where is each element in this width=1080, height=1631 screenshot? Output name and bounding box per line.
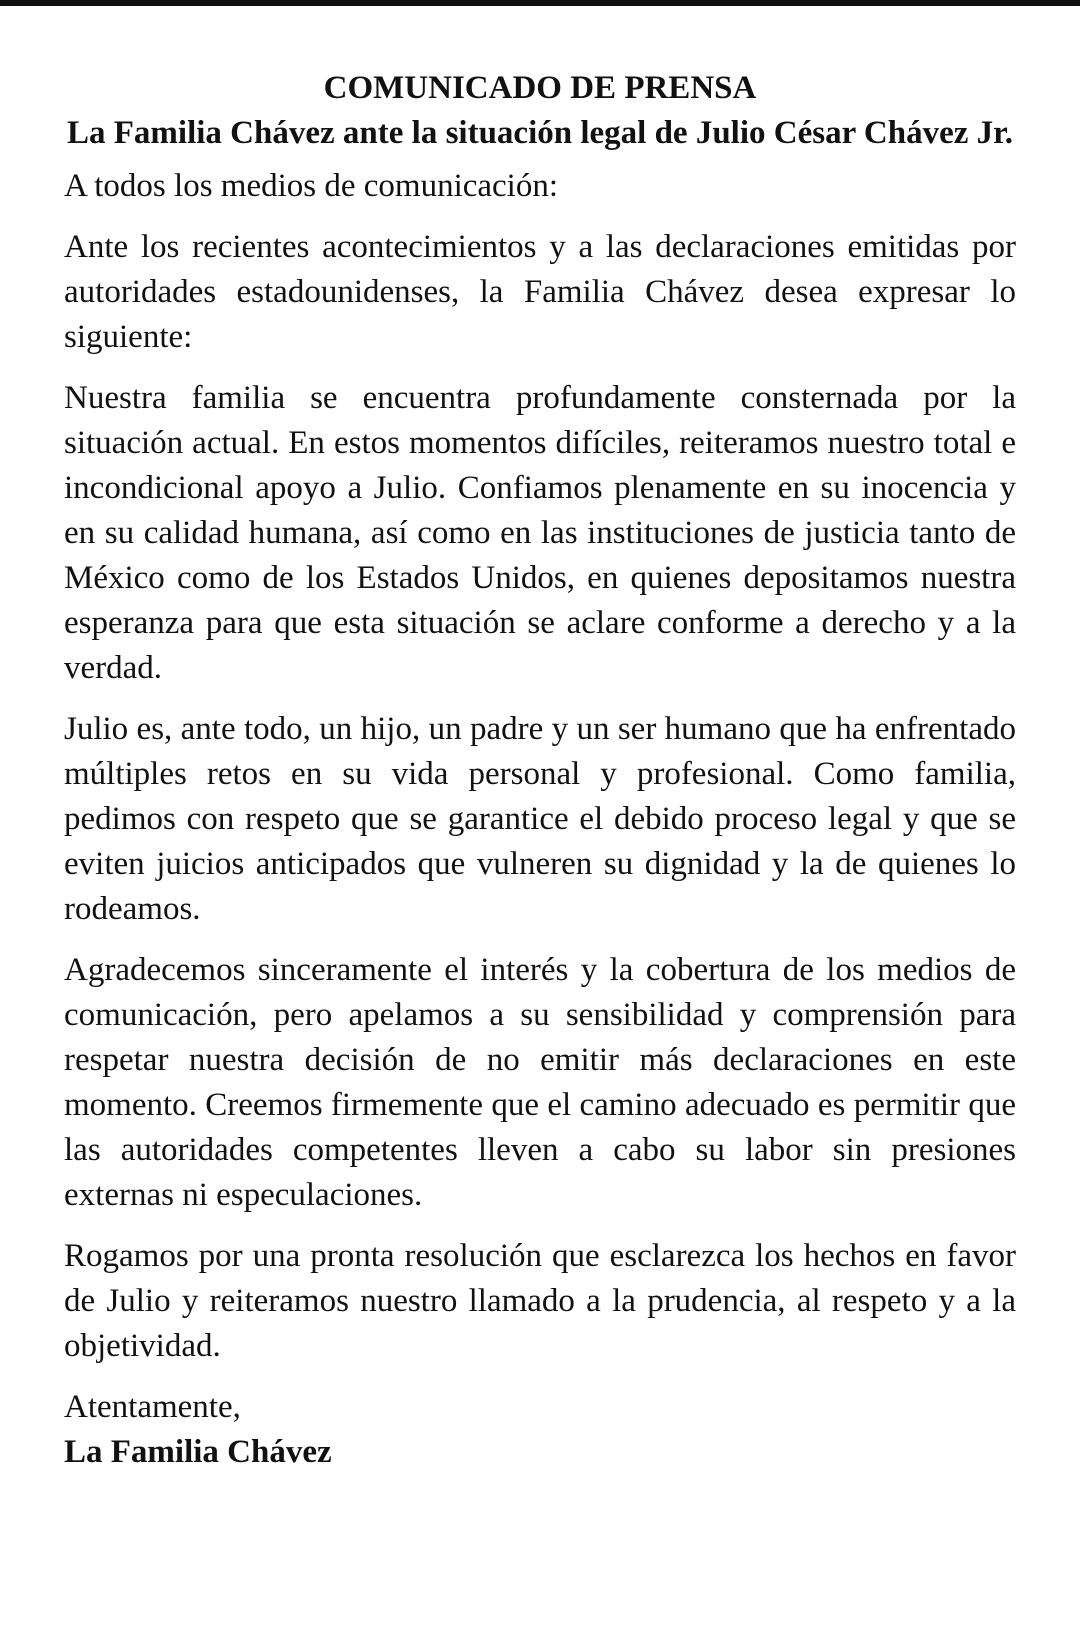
document-header xyxy=(64,66,1016,156)
closing: Atentamente, xyxy=(64,1389,241,1425)
paragraph-support: Nuestra familia se encuentra profundamente consternada por la situación actual. En estos momentos difíciles, reiteramos nuestro total e incondicional apoyo a Julio. Confiamos plenamente en su inocencia y en su calidad humana, así como en las instituciones de justicia tanto de México como de los Estados Unidos, en quienes depositamos nuestra esperanza para que esta situación se aclare conforme a derecho y a la verdad. xyxy=(64,380,1016,686)
press-release-document xyxy=(64,66,1016,1475)
signature: La Familia Chávez xyxy=(64,1434,332,1470)
salutation: A todos los medios de comunicación: xyxy=(64,168,559,204)
paragraph-resolution: Rogamos por una pronta resolución que esclarezca los hechos en favor de Julio y reiteramos nuestro llamado a la prudencia, al respeto y a la objetividad. xyxy=(64,1238,1016,1364)
top-border xyxy=(0,0,1080,6)
document-title: COMUNICADO DE PRENSA xyxy=(323,70,757,106)
paragraph-due-process: Julio es, ante todo, un hijo, un padre y un ser humano que ha enfrentado múltiples retos en su vida personal y profesional. Como familia, pedimos con respeto que se garantice el debido proceso legal y que se eviten juicios anticipados que vulneren su dignidad y la de quienes lo rodeamos. xyxy=(64,711,1016,927)
paragraph-media-request: Agradecemos sinceramente el interés y la cobertura de los medios de comunicación, pero apelamos a su sensibilidad y comprensión para respetar nuestra decisión de no emitir más declaraciones en este momento. Creemos firmemente que el camino adecuado es permitir que las autoridades competentes lleven a cabo su labor sin presiones externas ni especulaciones. xyxy=(64,952,1016,1213)
paragraph-intro: Ante los recientes acontecimientos y a las declaraciones emitidas por autoridades estadounidenses, la Familia Chávez desea expresar lo siguiente: xyxy=(64,229,1016,355)
document-subtitle: La Familia Chávez ante la situación legal de Julio César Chávez Jr. xyxy=(67,115,1013,151)
